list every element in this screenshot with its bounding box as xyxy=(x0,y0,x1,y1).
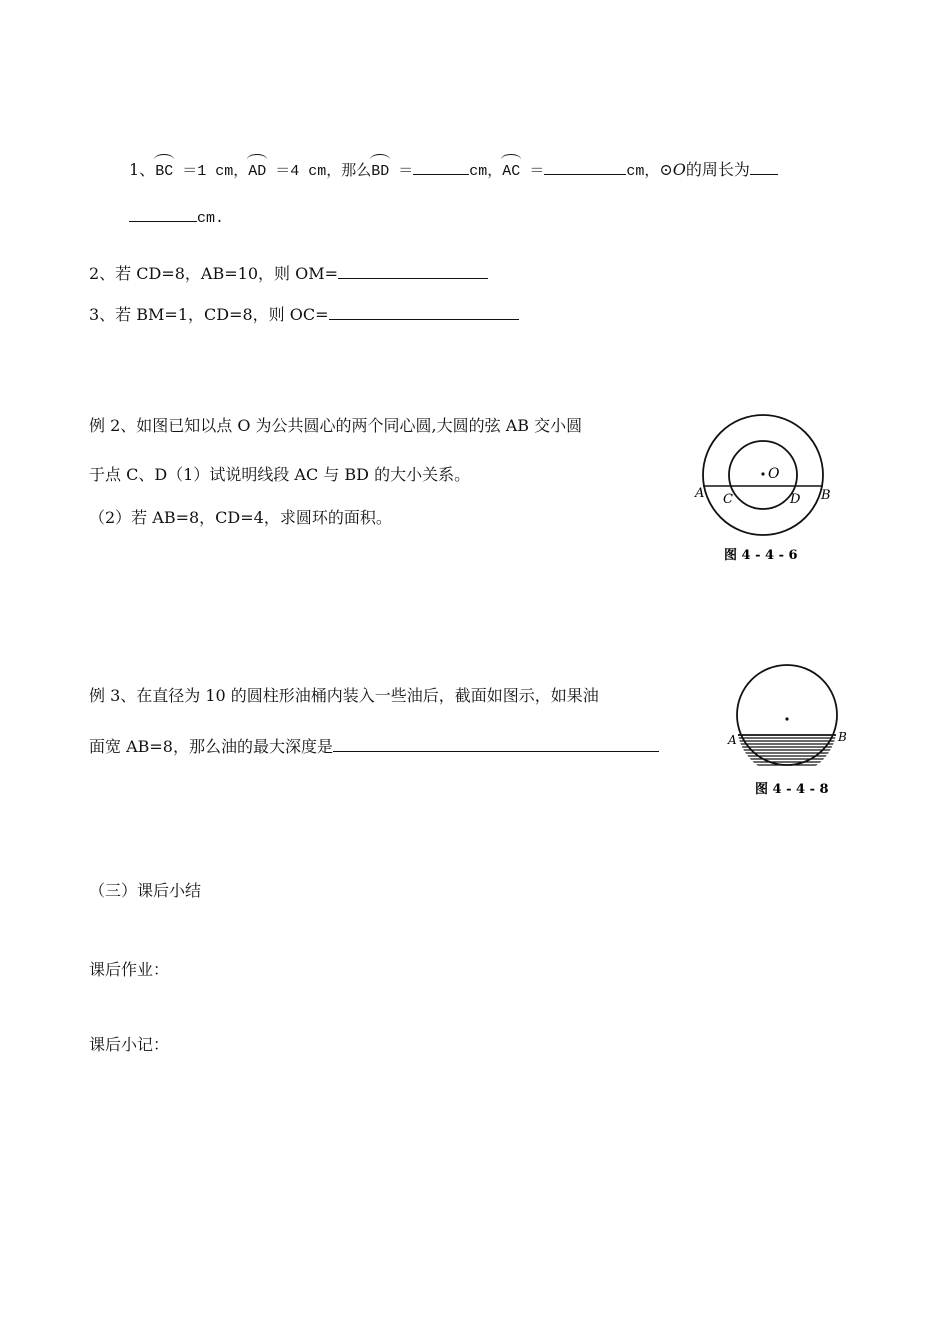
section-notes: 课后小记： xyxy=(89,1035,170,1054)
label-o: O xyxy=(768,466,780,482)
answer-blank-bd[interactable] xyxy=(413,160,469,175)
answer-blank-oc[interactable] xyxy=(329,305,519,320)
label-b: B xyxy=(821,488,831,503)
q2-text: 2、若 CD=8，AB=10，则 OM= xyxy=(89,264,338,283)
q1-unit3: cm. xyxy=(197,210,225,227)
q3-text: 3、若 BM=1，CD=8，则 OC= xyxy=(89,305,329,324)
label-a: A xyxy=(728,733,737,747)
example-2-line-3: （2）若 AB=8，CD=4，求圆环的面积。 xyxy=(89,508,392,527)
example-3-line-2 xyxy=(89,734,659,757)
q1-eq1: ＝1 cm， xyxy=(173,163,249,180)
question-2 xyxy=(89,261,488,284)
arc-ad: AD xyxy=(248,163,267,180)
q1-eq4: ＝ xyxy=(520,163,545,180)
circle-dot-symbol: ⊙ xyxy=(659,160,673,179)
answer-blank-depth[interactable] xyxy=(333,737,659,752)
center-point xyxy=(761,472,764,475)
example-2-line-2: 于点 C、D（1）试说明线段 AC 与 BD 的大小关系。 xyxy=(89,465,471,484)
q1-number: 1、 xyxy=(129,160,156,179)
section-summary: （三）课后小结 xyxy=(89,881,202,900)
q1-eq3: ＝ xyxy=(389,163,414,180)
figure-caption: 图 4 - 4 - 8 xyxy=(755,782,829,797)
arc-bd: BD xyxy=(371,163,390,180)
label-a: A xyxy=(695,486,705,501)
example-3-line-2-text: 面宽 AB=8，那么油的最大深度是 xyxy=(89,737,333,756)
q1-unit1: cm， xyxy=(469,163,503,180)
answer-blank-ac[interactable] xyxy=(544,160,626,175)
label-d: D xyxy=(790,492,801,507)
answer-blank-om[interactable] xyxy=(338,264,488,279)
question-1 xyxy=(129,157,778,180)
question-1-cont xyxy=(129,207,224,227)
q1-tail: 的周长为 xyxy=(685,160,750,179)
q1-eq2: ＝4 cm，那么 xyxy=(266,163,372,180)
arc-bc: BC xyxy=(155,163,174,180)
figure-caption: 图 4 - 4 - 6 xyxy=(724,548,798,563)
answer-blank-perimeter-b[interactable] xyxy=(129,207,197,222)
label-b: B xyxy=(838,730,847,744)
q1-unit2: cm， xyxy=(626,163,660,180)
figure-4-4-6 xyxy=(690,410,840,570)
label-c: C xyxy=(723,492,733,507)
figure-4-4-8 xyxy=(725,660,860,805)
center-point xyxy=(785,717,788,720)
example-3-line-1: 例 3、在直径为 10 的圆柱形油桶内装入一些油后，截面如图示，如果油 xyxy=(89,686,599,705)
section-homework: 课后作业： xyxy=(89,960,170,979)
answer-blank-perimeter-a[interactable] xyxy=(750,160,778,175)
example-2-line-1: 例 2、如图已知以点 O 为公共圆心的两个同心圆,大圆的弦 AB 交小圆 xyxy=(89,416,583,435)
q1-o: O xyxy=(672,160,686,179)
question-3 xyxy=(89,302,519,325)
arc-ac: AC xyxy=(502,163,521,180)
